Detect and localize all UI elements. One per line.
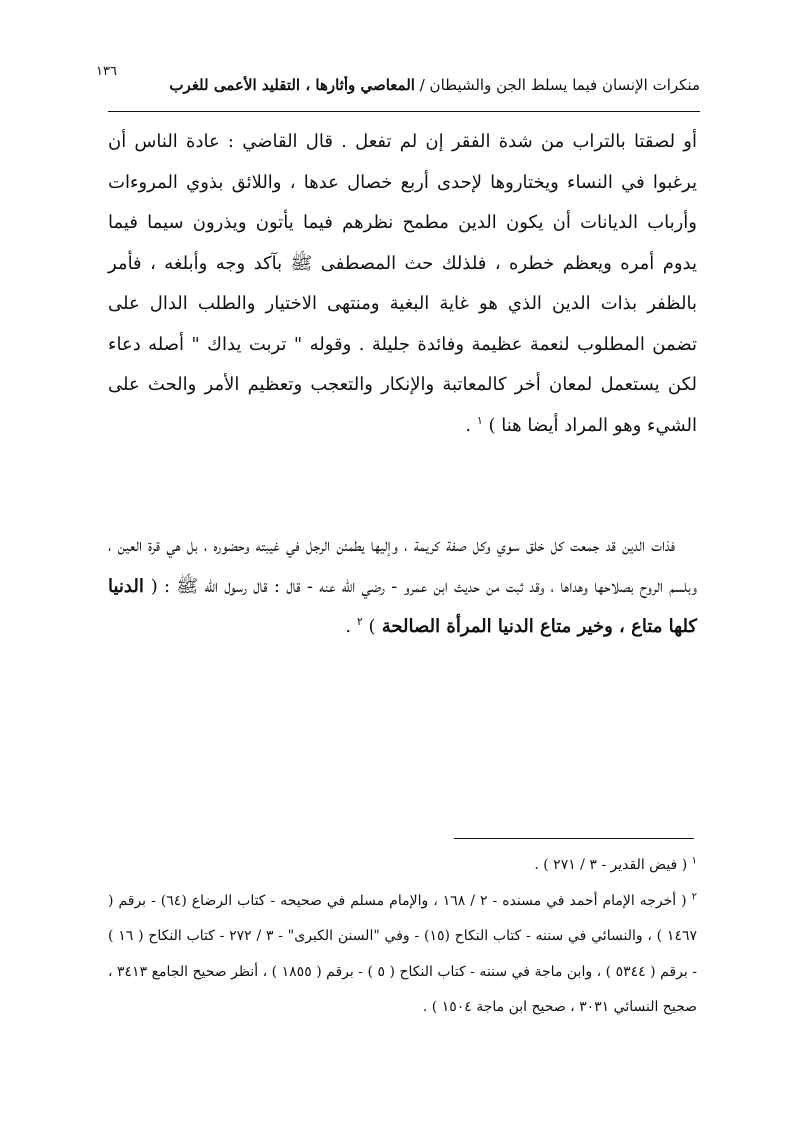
footnote-1-text: ( فيض القدير - ٣ / ٢٧١ ) .: [534, 857, 688, 873]
paragraph-1-text: أو لصقتا بالتراب من شدة الفقر إن لم تفعل . قال القاضي : عادة الناس أن يرغبوا في النساء ويختاروها لإحدى أربع خصال عدها ، واللائق بذوي المروءات وأرباب الديانات أن يكون الدين مطمح نظرهم فيما يأتون ويذرون سيما فيما يدوم أمره ويعظم خطره ، فلذلك حث المصطفى ﷺ بآكد وجه وأبلغه ، فأمر بالظفر بذات الدين الذي هو غاية البغية ومنتهى الاختيار والطلب الدال على تضمن المطلوب لنعمة عظيمة وفائدة جليلة . وقوله " تربت يداك " أصله دعاء لكن يستعمل لمعان أخر كالمعاتبة والإنكار والتعجب وتعظيم الأمر والحث على الشيء وهو المراد أيضا هنا ): [108, 131, 697, 436]
footnote-1: [108, 848, 697, 884]
paragraph-2-close: ): [368, 616, 376, 637]
footnote-2: [108, 884, 697, 1026]
footnote-ref-2: ٢: [356, 615, 363, 628]
footnote-2-mark: ٢: [691, 890, 698, 902]
footnote-2-text: ( أخرجه الإمام أحمد في مسنده - ٢ / ١٦٨ ، والإمام مسلم في صحيحه - كتاب الرضاع (٦٤) - برقم ( ١٤٦٧ ) ، والنسائي في سننه - كتاب النكاح (١٥) - وفي "السنن الكبرى" - ٣ / ٢٧٢ - كتاب النكاح ( ١٦ ) - برقم ( ٥٣٤٤ ) ، وابن ماجة في سننه - كتاب النكاح ( ٥ ) - برقم ( ١٨٥٥ ) ، أنظر صحيح الجامع ٣٤١٣ ، صحيح النسائي ٣٠٣١ ، صحيح ابن ماجة ١٥٠٤ ) .: [108, 892, 697, 1015]
footnote-1-mark: ١: [691, 855, 697, 867]
footnote-separator: [454, 838, 694, 839]
section-title: المعاصي وأثارها ، التقليد الأعمى للغرب: [169, 76, 415, 94]
paragraph-2: [108, 526, 697, 648]
paragraph-2-end: .: [345, 616, 357, 637]
paragraph-gap: [108, 446, 697, 526]
running-header: [108, 76, 700, 94]
footnotes: [108, 848, 697, 1026]
paragraph-2-text: فذات الدين قد جمعت كل خلق سوي وكل صفة كريمة ، وإليها يطمئن الرجل في غيبته وحضوره ، بل هي قرة العين ، وبلسم الروح بصلاحها وهداها ، وقد ثبت من حديث ابن عمرو - رضي الله عنه - قال : قال رسول الله ﷺ : (: [108, 535, 697, 597]
paragraph-1: [108, 122, 697, 446]
paragraph-1-end: .: [465, 414, 477, 436]
header-rule: [108, 111, 700, 112]
footnote-ref-1: ١: [476, 413, 483, 427]
main-text: [108, 122, 697, 648]
book-title: منكرات الإنسان فيما يسلط الجن والشيطان /: [419, 76, 700, 94]
hadith-quote: الدنيا كلها متاع ، وخير متاع الدنيا المرأة الصالحة: [108, 575, 697, 637]
page-number: ١٣٦: [96, 64, 117, 79]
